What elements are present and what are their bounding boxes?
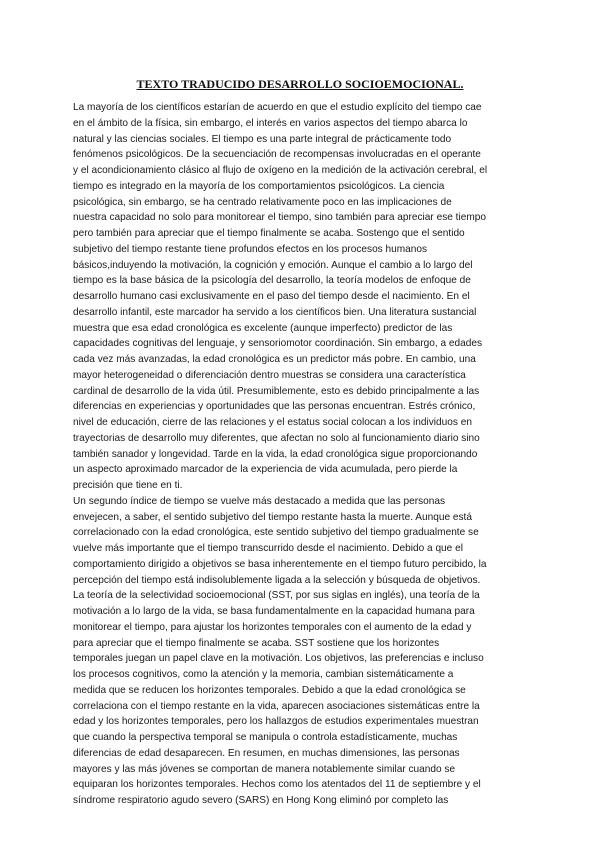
text-line: cada vez más avanzadas, la edad cronológica es un predictor más pobre. En cambio, una (73, 354, 476, 365)
text-line: muestra que esa edad cronológica es excelente (aunque imperfecto) predictor de las (73, 322, 453, 334)
text-line: diferencias de edad desaparecen. En resumen, en muchas dimensiones, las personas (73, 747, 460, 759)
text-line: percepción del tiempo está indisolublemente ligada a la selección y búsqueda de objetivos. (73, 574, 481, 586)
text-line: mayores y las más jóvenes se comportan de manera notablemente similar cuando se (73, 763, 456, 775)
text-line: desarrollo humano casi exclusivamente en el paso del tiempo desde el nacimiento. En el (73, 291, 470, 302)
text-line: tiempo es la base básica de la psicología del desarrollo, la teoría modelos de enfoque de (73, 275, 471, 287)
text-line: correlacionado con la edad cronológica, este sentido subjetivo del tiempo gradualmente se (73, 527, 479, 539)
text-line: también sanador y longevidad. Tarde en la vida, la edad cronológica sigue proporcionando (73, 448, 478, 460)
document-title: TEXTO TRADUCIDO DESARROLLO SOCIOEMOCIONAL. (136, 77, 464, 91)
text-line: diferencias en experiencias y oportunidades que las personas encuentran. Estrés crónico, (73, 401, 476, 413)
text-line: un aspecto aproximado marcador de la experiencia de vida acumulada, pero pierde la (73, 464, 458, 476)
text-line: correlaciona con el tiempo restante en la vida, aparecen asociaciones sistemáticas entre la (73, 700, 480, 712)
text-line: cardinal de desarrollo de la vida útil. Presumiblemente, esto es debido principalmente a las (73, 385, 480, 397)
text-line: básicos,induyendo la motivación, la cognición y emoción. Aunque el cambio a lo largo del (73, 259, 473, 271)
document-body (73, 100, 524, 809)
text-line: tiempo es integrado en la mayoría de los comportamientos psicológicos. La ciencia (73, 180, 445, 192)
text-line: Un segundo índice de tiempo se vuelve más destacado a medida que las personas (73, 495, 446, 507)
text-line: nivel de educación, cierre de las relaciones y el estatus social colocan a los individuos en (73, 417, 472, 428)
text-line: temporales juegan un papel clave en la motivación. Los objetivos, las preferencias e incluso (73, 653, 484, 665)
text-line: La mayoría de los científicos estarían de acuerdo en que el estudio explícito del tiempo cae (73, 102, 482, 113)
text-line: los procesos cognitivos, como la atención y la memoria, cambian sistemáticamente a (73, 669, 454, 680)
text-line: comportamiento dirigido a objetivos se basa inherentemente en el tiempo futuro percibido, la (73, 558, 487, 570)
text-line: que cuando la perspectiva temporal se manipula o controla estadísticamente, muchas (73, 732, 458, 743)
text-line: precisión que tiene en ti. (73, 480, 183, 491)
text-line: pero también para apreciar que el tiempo finalmente se acaba. Sostengo que el sentido (73, 228, 465, 239)
text-line: motivación a lo largo de la vida, se basa fundamentalmente en la capacidad humana para (73, 606, 475, 617)
text-line: envejecen, a saber, el sentido subjetivo del tiempo restante hasta la muerte. Aunque está (73, 511, 472, 523)
text-line: edad y los horizontes temporales, pero los hallazgos de estudios experimentales muestran (73, 716, 479, 728)
text-line: trayectorias de desarrollo muy diferentes, que afectan no solo al funcionamiento diario sino (73, 432, 480, 444)
text-line: y el acondicionamiento clásico al flujo de oxígeno en la medición de la activación cerebral, el (73, 165, 488, 176)
text-line: para apreciar que el tiempo finalmente se acaba. SST sostiene que los horizontes (73, 637, 440, 649)
text-line: vuelve más importante que el tiempo transcurrido desde el nacimiento. Debido a que el (73, 543, 463, 554)
text-line: La teoría de la selectividad socioemocional (SST, por sus siglas en inglés), una teoría de la (73, 590, 480, 602)
text-line: desarrollo infantil, este marcador ha servido a los científicos bien. Una literatura sustancial (73, 306, 477, 318)
text-line: mayor heterogeneidad o diferenciación dentro muestras se considera una característica (73, 369, 466, 381)
text-line: capacidades cognitivas del lenguaje, y sensoriomotor coordinación. Sin embargo, a edades (73, 338, 483, 350)
text-line: natural y las ciencias sociales. El tiempo es una parte integral de prácticamente todo (73, 133, 452, 145)
text-line: medida que se reducen los horizontes temporales. Debido a que la edad cronológica se (73, 684, 466, 696)
paragraph-1 (73, 100, 524, 494)
paragraph-2 (73, 494, 524, 809)
text-line: nuestra capacidad no solo para monitorear el tiempo, sino también para apreciar ese tiempo (73, 212, 486, 224)
text-line: subjetivo del tiempo restante tiene profundos efectos en los procesos humanos (73, 243, 428, 255)
text-line: psicológica, sin embargo, se ha centrado relativamente poco en las implicaciones de (73, 196, 452, 208)
text-line: en el ámbito de la física, sin embargo, el interés en varios aspectos del tiempo abarca lo (73, 117, 468, 129)
text-line: síndrome respiratorio agudo severo (SARS) en Hong Kong eliminó por completo las (73, 795, 449, 806)
text-line: monitorear el tiempo, para ajustar los horizontes temporales con el aumento de la edad y (73, 621, 472, 633)
text-line: fenómenos psicológicos. De la secuenciación de recompensas involucradas en el operante (73, 149, 481, 161)
text-line: equiparan los horizontes temporales. Hechos como los atentados del 11 de septiembre y el (73, 779, 481, 791)
